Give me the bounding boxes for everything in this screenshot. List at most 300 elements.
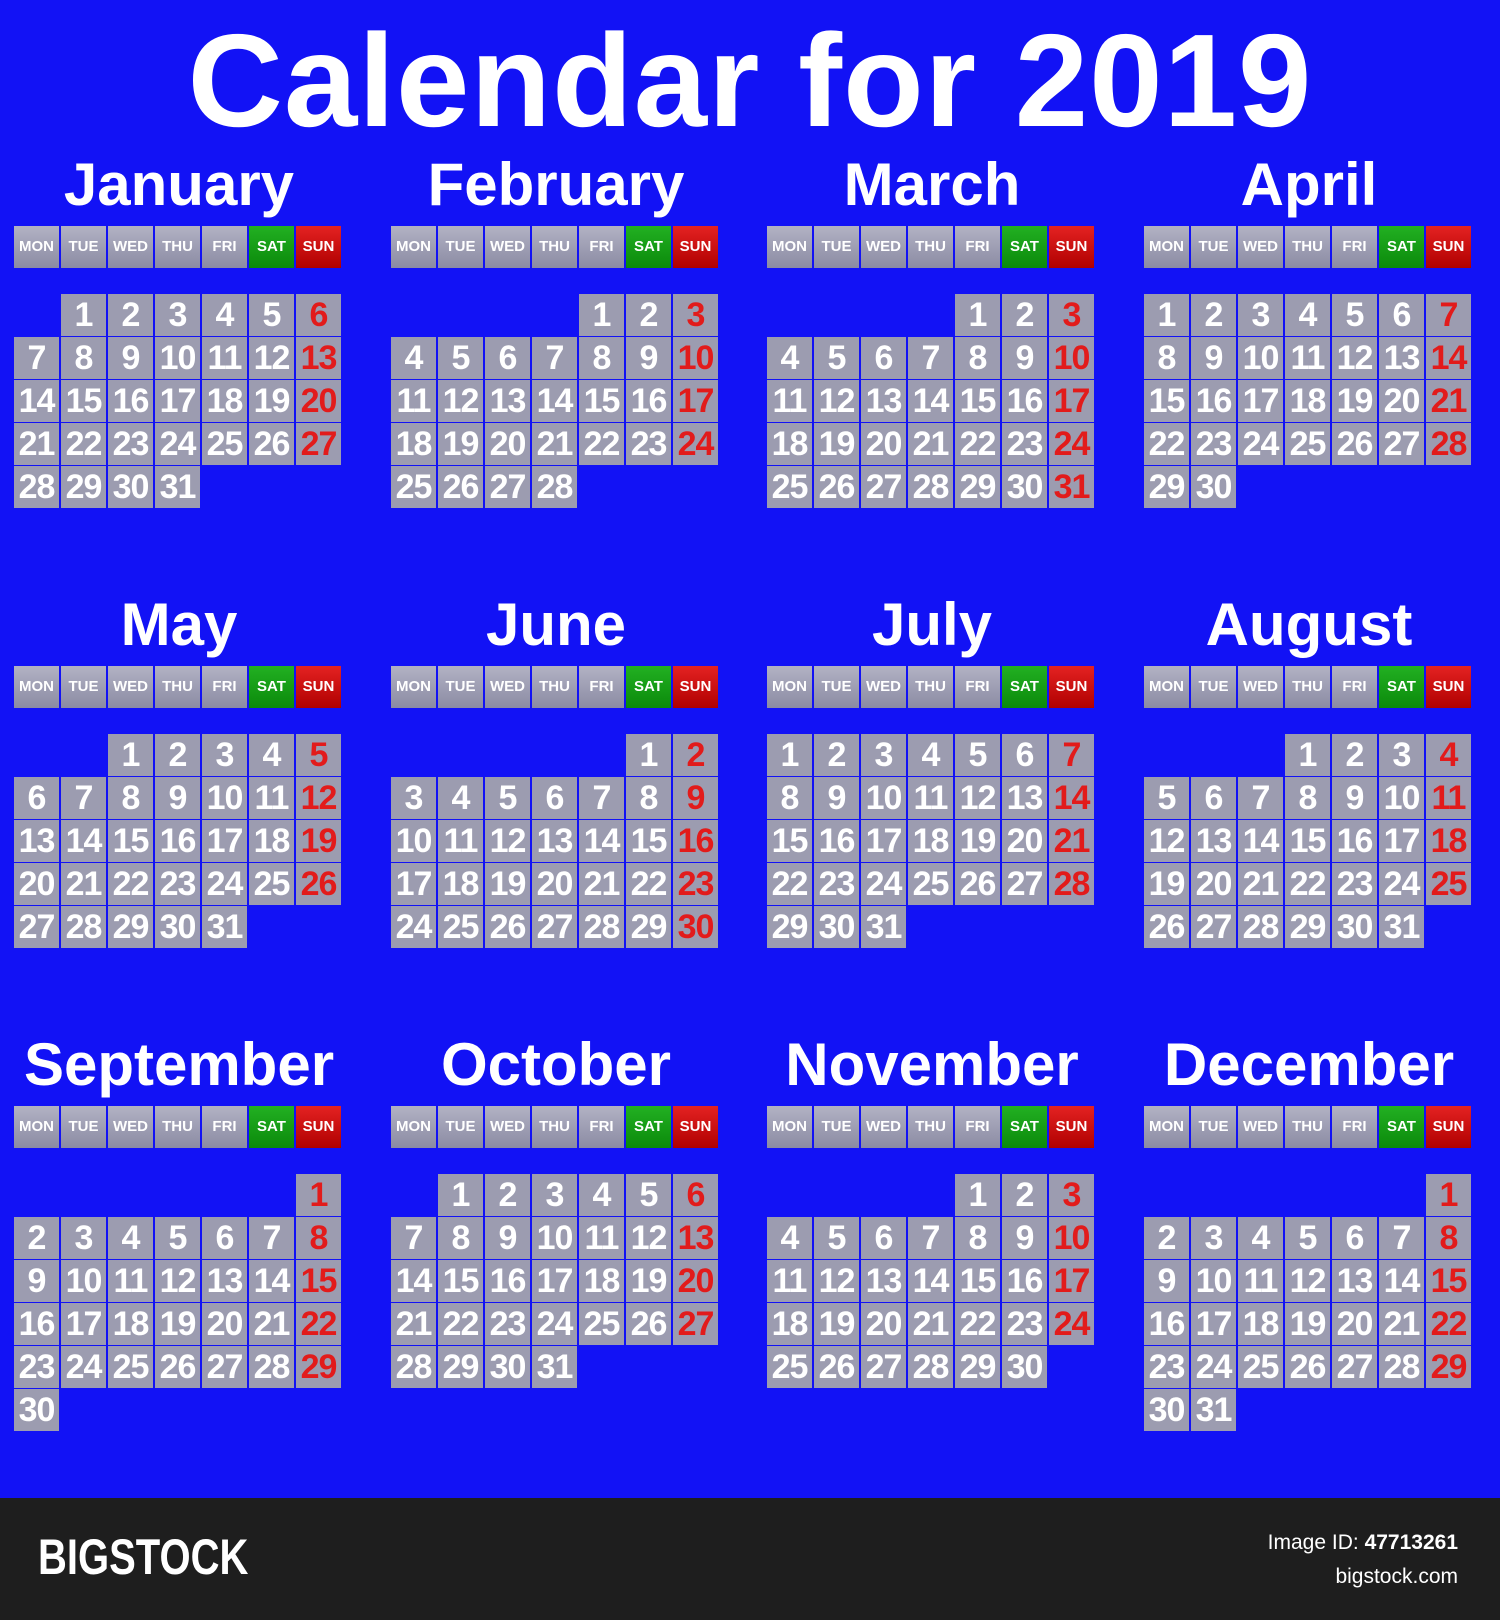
day-cell: 11 (391, 380, 436, 422)
weekday-sat: SAT (1002, 666, 1047, 708)
day-cell: 30 (673, 906, 718, 948)
day-cell: 19 (1144, 863, 1189, 905)
day-cell: 13 (861, 380, 906, 422)
month-name: December (1163, 1031, 1455, 1098)
weekday-sun: SUN (1049, 226, 1094, 268)
day-cell: 8 (296, 1217, 341, 1259)
day-cell: 31 (155, 466, 200, 508)
day-cell: 10 (61, 1260, 106, 1302)
day-cell: 23 (1332, 863, 1377, 905)
weekday-thu: THU (908, 1106, 953, 1148)
day-cell: 25 (579, 1303, 624, 1345)
day-cell: 2 (155, 734, 200, 776)
weekday-header-row (391, 1106, 721, 1148)
day-cell: 16 (108, 380, 153, 422)
day-cell: 10 (202, 777, 247, 819)
day-cell: 25 (249, 863, 294, 905)
day-cell: 4 (579, 1174, 624, 1216)
day-cell: 23 (14, 1346, 59, 1388)
weekday-wed: WED (1238, 1106, 1283, 1148)
weekday-sat: SAT (626, 226, 671, 268)
day-cell: 3 (391, 777, 436, 819)
day-cell: 10 (673, 337, 718, 379)
day-cell: 13 (14, 820, 59, 862)
day-cell: 21 (908, 1303, 953, 1345)
day-cell: 11 (438, 820, 483, 862)
day-cell: 2 (673, 734, 718, 776)
day-cell: 24 (1049, 1303, 1094, 1345)
day-cell: 25 (1285, 423, 1330, 465)
day-cell: 17 (1191, 1303, 1236, 1345)
day-cell: 5 (249, 294, 294, 336)
day-cell: 29 (1285, 906, 1330, 948)
day-cell: 4 (249, 734, 294, 776)
day-cell: 12 (1332, 337, 1377, 379)
day-cell: 27 (1332, 1346, 1377, 1388)
day-cell: 24 (1238, 423, 1283, 465)
day-cell: 24 (673, 423, 718, 465)
day-cell: 28 (908, 1346, 953, 1388)
day-cell: 14 (1049, 777, 1094, 819)
day-cell: 9 (673, 777, 718, 819)
day-cell: 22 (61, 423, 106, 465)
weekday-header-row (767, 666, 1097, 708)
day-cell: 4 (391, 337, 436, 379)
day-cell: 10 (1191, 1260, 1236, 1302)
day-cell: 30 (1332, 906, 1377, 948)
day-cell: 20 (485, 423, 530, 465)
day-cell: 10 (532, 1217, 577, 1259)
weekday-tue: TUE (61, 666, 106, 708)
day-cell: 21 (1238, 863, 1283, 905)
day-cell: 17 (1049, 380, 1094, 422)
day-cell: 27 (861, 1346, 906, 1388)
weekday-tue: TUE (1191, 226, 1236, 268)
day-cell: 13 (202, 1260, 247, 1302)
day-cell: 30 (485, 1346, 530, 1388)
day-cell: 14 (908, 1260, 953, 1302)
day-cell: 18 (391, 423, 436, 465)
day-cell: 10 (1238, 337, 1283, 379)
day-cell: 8 (61, 337, 106, 379)
weekday-wed: WED (485, 1106, 530, 1148)
day-cell: 12 (485, 820, 530, 862)
weekday-sat: SAT (1002, 226, 1047, 268)
day-cell: 2 (1144, 1217, 1189, 1259)
day-cell: 30 (155, 906, 200, 948)
weekday-sat: SAT (1002, 1106, 1047, 1148)
weekday-sat: SAT (1379, 1106, 1424, 1148)
weekday-header-row (767, 226, 1097, 268)
day-cell: 12 (155, 1260, 200, 1302)
day-cell: 15 (108, 820, 153, 862)
day-cell: 8 (626, 777, 671, 819)
day-cell: 28 (532, 466, 577, 508)
weekday-sun: SUN (673, 226, 718, 268)
day-cell: 8 (1285, 777, 1330, 819)
day-cell: 12 (438, 380, 483, 422)
day-cell: 9 (626, 337, 671, 379)
day-cell: 31 (532, 1346, 577, 1388)
day-cell: 2 (1002, 294, 1047, 336)
day-cell: 18 (249, 820, 294, 862)
day-cell: 3 (673, 294, 718, 336)
weekday-fri: FRI (579, 666, 624, 708)
day-cell: 13 (532, 820, 577, 862)
day-cell: 2 (108, 294, 153, 336)
month-name: March (843, 151, 1021, 218)
weekday-fri: FRI (1332, 666, 1377, 708)
day-cell: 17 (1238, 380, 1283, 422)
day-cell: 18 (202, 380, 247, 422)
day-cell: 22 (1285, 863, 1330, 905)
day-cell: 17 (202, 820, 247, 862)
day-cell: 6 (861, 1217, 906, 1259)
day-cell: 19 (814, 423, 859, 465)
day-cell: 27 (673, 1303, 718, 1345)
day-cell: 21 (391, 1303, 436, 1345)
day-cell: 12 (296, 777, 341, 819)
weekday-wed: WED (1238, 226, 1283, 268)
day-cell: 2 (626, 294, 671, 336)
day-cell: 6 (1002, 734, 1047, 776)
day-cell: 19 (485, 863, 530, 905)
weekday-fri: FRI (579, 1106, 624, 1148)
weekday-wed: WED (108, 226, 153, 268)
weekday-mon: MON (391, 666, 436, 708)
weekday-sat: SAT (626, 666, 671, 708)
day-cell: 22 (579, 423, 624, 465)
day-cell: 18 (1426, 820, 1471, 862)
day-cell: 6 (1332, 1217, 1377, 1259)
day-cell: 15 (438, 1260, 483, 1302)
weekday-mon: MON (391, 226, 436, 268)
day-cell: 11 (1285, 337, 1330, 379)
day-cell: 31 (861, 906, 906, 948)
day-cell: 6 (1379, 294, 1424, 336)
day-cell: 9 (814, 777, 859, 819)
day-cell: 20 (202, 1303, 247, 1345)
day-cell: 17 (861, 820, 906, 862)
day-cell: 22 (626, 863, 671, 905)
day-cell: 14 (1238, 820, 1283, 862)
day-cell: 24 (155, 423, 200, 465)
day-cell: 5 (814, 337, 859, 379)
weekday-mon: MON (1144, 1106, 1189, 1148)
day-cell: 9 (1332, 777, 1377, 819)
day-cell: 7 (249, 1217, 294, 1259)
day-cell: 14 (61, 820, 106, 862)
day-cell: 17 (155, 380, 200, 422)
day-cell: 17 (673, 380, 718, 422)
footer-bar (0, 1498, 1500, 1620)
weekday-thu: THU (908, 666, 953, 708)
day-cell: 8 (955, 337, 1000, 379)
day-cell: 20 (861, 1303, 906, 1345)
day-cell: 7 (61, 777, 106, 819)
weekday-fri: FRI (202, 226, 247, 268)
day-cell: 3 (1238, 294, 1283, 336)
day-cell: 13 (861, 1260, 906, 1302)
day-cell: 23 (1191, 423, 1236, 465)
day-cell: 5 (1285, 1217, 1330, 1259)
day-cell: 9 (1144, 1260, 1189, 1302)
day-cell: 29 (296, 1346, 341, 1388)
day-cell: 18 (767, 423, 812, 465)
weekday-header-row (391, 226, 721, 268)
day-cell: 19 (155, 1303, 200, 1345)
day-cell: 26 (249, 423, 294, 465)
weekday-wed: WED (485, 226, 530, 268)
day-cell: 4 (1426, 734, 1471, 776)
weekday-thu: THU (1285, 1106, 1330, 1148)
day-cell: 27 (485, 466, 530, 508)
day-cell: 29 (108, 906, 153, 948)
day-cell: 28 (391, 1346, 436, 1388)
day-cell: 23 (1144, 1346, 1189, 1388)
weekday-mon: MON (767, 1106, 812, 1148)
day-cell: 29 (438, 1346, 483, 1388)
site-url: bigstock.com (1335, 1565, 1458, 1588)
day-cell: 16 (1191, 380, 1236, 422)
day-cell: 17 (61, 1303, 106, 1345)
day-cell: 25 (1238, 1346, 1283, 1388)
day-cell: 21 (532, 423, 577, 465)
day-cell: 1 (1285, 734, 1330, 776)
day-cell: 13 (485, 380, 530, 422)
weekday-sat: SAT (1379, 666, 1424, 708)
day-cell: 1 (296, 1174, 341, 1216)
day-cell: 10 (155, 337, 200, 379)
day-cell: 7 (1049, 734, 1094, 776)
day-cell: 28 (1379, 1346, 1424, 1388)
day-cell: 26 (1144, 906, 1189, 948)
day-cell: 8 (767, 777, 812, 819)
day-cell: 18 (1285, 380, 1330, 422)
day-cell: 14 (532, 380, 577, 422)
weekday-mon: MON (1144, 226, 1189, 268)
day-cell: 31 (202, 906, 247, 948)
day-cell: 1 (626, 734, 671, 776)
day-cell: 24 (1191, 1346, 1236, 1388)
day-cell: 1 (61, 294, 106, 336)
month-name: June (485, 591, 627, 658)
day-cell: 11 (1238, 1260, 1283, 1302)
day-cell: 10 (391, 820, 436, 862)
day-cell: 19 (296, 820, 341, 862)
day-cell: 11 (1426, 777, 1471, 819)
day-cell: 23 (155, 863, 200, 905)
day-cell: 4 (1285, 294, 1330, 336)
day-cell: 6 (861, 337, 906, 379)
weekday-sat: SAT (249, 666, 294, 708)
weekday-sun: SUN (1426, 666, 1471, 708)
day-cell: 11 (202, 337, 247, 379)
weekday-mon: MON (767, 666, 812, 708)
weekday-sat: SAT (626, 1106, 671, 1148)
day-cell: 1 (108, 734, 153, 776)
day-cell: 21 (1379, 1303, 1424, 1345)
day-cell: 2 (1191, 294, 1236, 336)
day-cell: 6 (532, 777, 577, 819)
day-cell: 7 (532, 337, 577, 379)
day-cell: 5 (1332, 294, 1377, 336)
day-cell: 2 (14, 1217, 59, 1259)
day-cell: 12 (955, 777, 1000, 819)
day-cell: 24 (391, 906, 436, 948)
day-cell: 9 (108, 337, 153, 379)
day-cell: 3 (155, 294, 200, 336)
day-cell: 26 (1332, 423, 1377, 465)
day-cell: 30 (108, 466, 153, 508)
day-cell: 26 (296, 863, 341, 905)
day-cell: 2 (485, 1174, 530, 1216)
day-cell: 11 (767, 380, 812, 422)
day-cell: 9 (1002, 337, 1047, 379)
weekday-mon: MON (14, 1106, 59, 1148)
weekday-tue: TUE (438, 1106, 483, 1148)
day-cell: 27 (14, 906, 59, 948)
day-cell: 30 (1002, 466, 1047, 508)
day-cell: 12 (1144, 820, 1189, 862)
day-cell: 6 (485, 337, 530, 379)
day-cell: 9 (1002, 1217, 1047, 1259)
day-cell: 27 (202, 1346, 247, 1388)
day-cell: 11 (249, 777, 294, 819)
day-cell: 9 (485, 1217, 530, 1259)
day-cell: 14 (579, 820, 624, 862)
day-cell: 15 (1426, 1260, 1471, 1302)
day-cell: 26 (955, 863, 1000, 905)
day-cell: 7 (391, 1217, 436, 1259)
day-cell: 11 (767, 1260, 812, 1302)
day-cell: 24 (1049, 423, 1094, 465)
day-cell: 5 (814, 1217, 859, 1259)
weekday-thu: THU (532, 1106, 577, 1148)
weekday-fri: FRI (955, 226, 1000, 268)
weekday-thu: THU (1285, 226, 1330, 268)
day-cell: 1 (1144, 294, 1189, 336)
image-id-value: 47713261 (1364, 1531, 1458, 1554)
day-cell: 1 (767, 734, 812, 776)
day-cell: 4 (767, 337, 812, 379)
page-title: Calendar for 2019 (187, 7, 1313, 154)
weekday-fri: FRI (955, 666, 1000, 708)
day-cell: 16 (1332, 820, 1377, 862)
day-cell: 21 (61, 863, 106, 905)
day-cell: 23 (1002, 1303, 1047, 1345)
weekday-sun: SUN (1426, 226, 1471, 268)
weekday-wed: WED (485, 666, 530, 708)
day-cell: 22 (296, 1303, 341, 1345)
day-cell: 4 (438, 777, 483, 819)
weekday-wed: WED (108, 1106, 153, 1148)
weekday-thu: THU (155, 226, 200, 268)
day-cell: 1 (1426, 1174, 1471, 1216)
day-cell: 1 (579, 294, 624, 336)
day-cell: 27 (1191, 906, 1236, 948)
day-cell: 2 (1002, 1174, 1047, 1216)
weekday-wed: WED (1238, 666, 1283, 708)
day-cell: 21 (1426, 380, 1471, 422)
day-cell: 30 (814, 906, 859, 948)
day-cell: 5 (485, 777, 530, 819)
day-cell: 21 (908, 423, 953, 465)
day-cell: 20 (1332, 1303, 1377, 1345)
day-cell: 29 (626, 906, 671, 948)
weekday-sun: SUN (673, 666, 718, 708)
weekday-header-row (1144, 1106, 1474, 1148)
day-cell: 2 (1332, 734, 1377, 776)
day-cell: 7 (14, 337, 59, 379)
day-cell: 6 (14, 777, 59, 819)
day-cell: 16 (1002, 1260, 1047, 1302)
day-cell: 10 (1379, 777, 1424, 819)
day-cell: 12 (814, 380, 859, 422)
day-cell: 30 (1144, 1389, 1189, 1431)
day-cell: 20 (532, 863, 577, 905)
day-cell: 25 (1426, 863, 1471, 905)
day-cell: 9 (1191, 337, 1236, 379)
day-cell: 28 (1238, 906, 1283, 948)
day-cell: 14 (1426, 337, 1471, 379)
day-cell: 10 (1049, 337, 1094, 379)
day-cell: 30 (1191, 466, 1236, 508)
day-cell: 12 (1285, 1260, 1330, 1302)
weekday-tue: TUE (814, 1106, 859, 1148)
day-cell: 22 (767, 863, 812, 905)
weekday-sun: SUN (673, 1106, 718, 1148)
day-cell: 7 (908, 1217, 953, 1259)
month-name: November (785, 1031, 1079, 1098)
day-cell: 29 (955, 466, 1000, 508)
day-cell: 20 (1002, 820, 1047, 862)
day-cell: 12 (626, 1217, 671, 1259)
day-cell: 18 (908, 820, 953, 862)
day-cell: 26 (814, 1346, 859, 1388)
weekday-header-row (1144, 226, 1474, 268)
day-cell: 10 (861, 777, 906, 819)
day-cell: 23 (108, 423, 153, 465)
weekday-mon: MON (767, 226, 812, 268)
day-cell: 5 (955, 734, 1000, 776)
day-cell: 14 (1379, 1260, 1424, 1302)
weekday-sun: SUN (296, 226, 341, 268)
day-cell: 11 (108, 1260, 153, 1302)
day-cell: 24 (861, 863, 906, 905)
weekday-header-row (14, 666, 344, 708)
day-cell: 23 (626, 423, 671, 465)
day-cell: 24 (532, 1303, 577, 1345)
weekday-fri: FRI (202, 1106, 247, 1148)
day-cell: 5 (155, 1217, 200, 1259)
day-cell: 13 (1332, 1260, 1377, 1302)
day-cell: 29 (1144, 466, 1189, 508)
day-cell: 8 (1426, 1217, 1471, 1259)
weekday-wed: WED (861, 226, 906, 268)
day-cell: 30 (1002, 1346, 1047, 1388)
day-cell: 21 (249, 1303, 294, 1345)
weekday-tue: TUE (814, 226, 859, 268)
day-cell: 26 (1285, 1346, 1330, 1388)
day-cell: 2 (814, 734, 859, 776)
weekday-wed: WED (861, 666, 906, 708)
day-cell: 7 (1379, 1217, 1424, 1259)
weekday-fri: FRI (955, 1106, 1000, 1148)
weekday-fri: FRI (579, 226, 624, 268)
day-cell: 25 (202, 423, 247, 465)
weekday-header-row (1144, 666, 1474, 708)
